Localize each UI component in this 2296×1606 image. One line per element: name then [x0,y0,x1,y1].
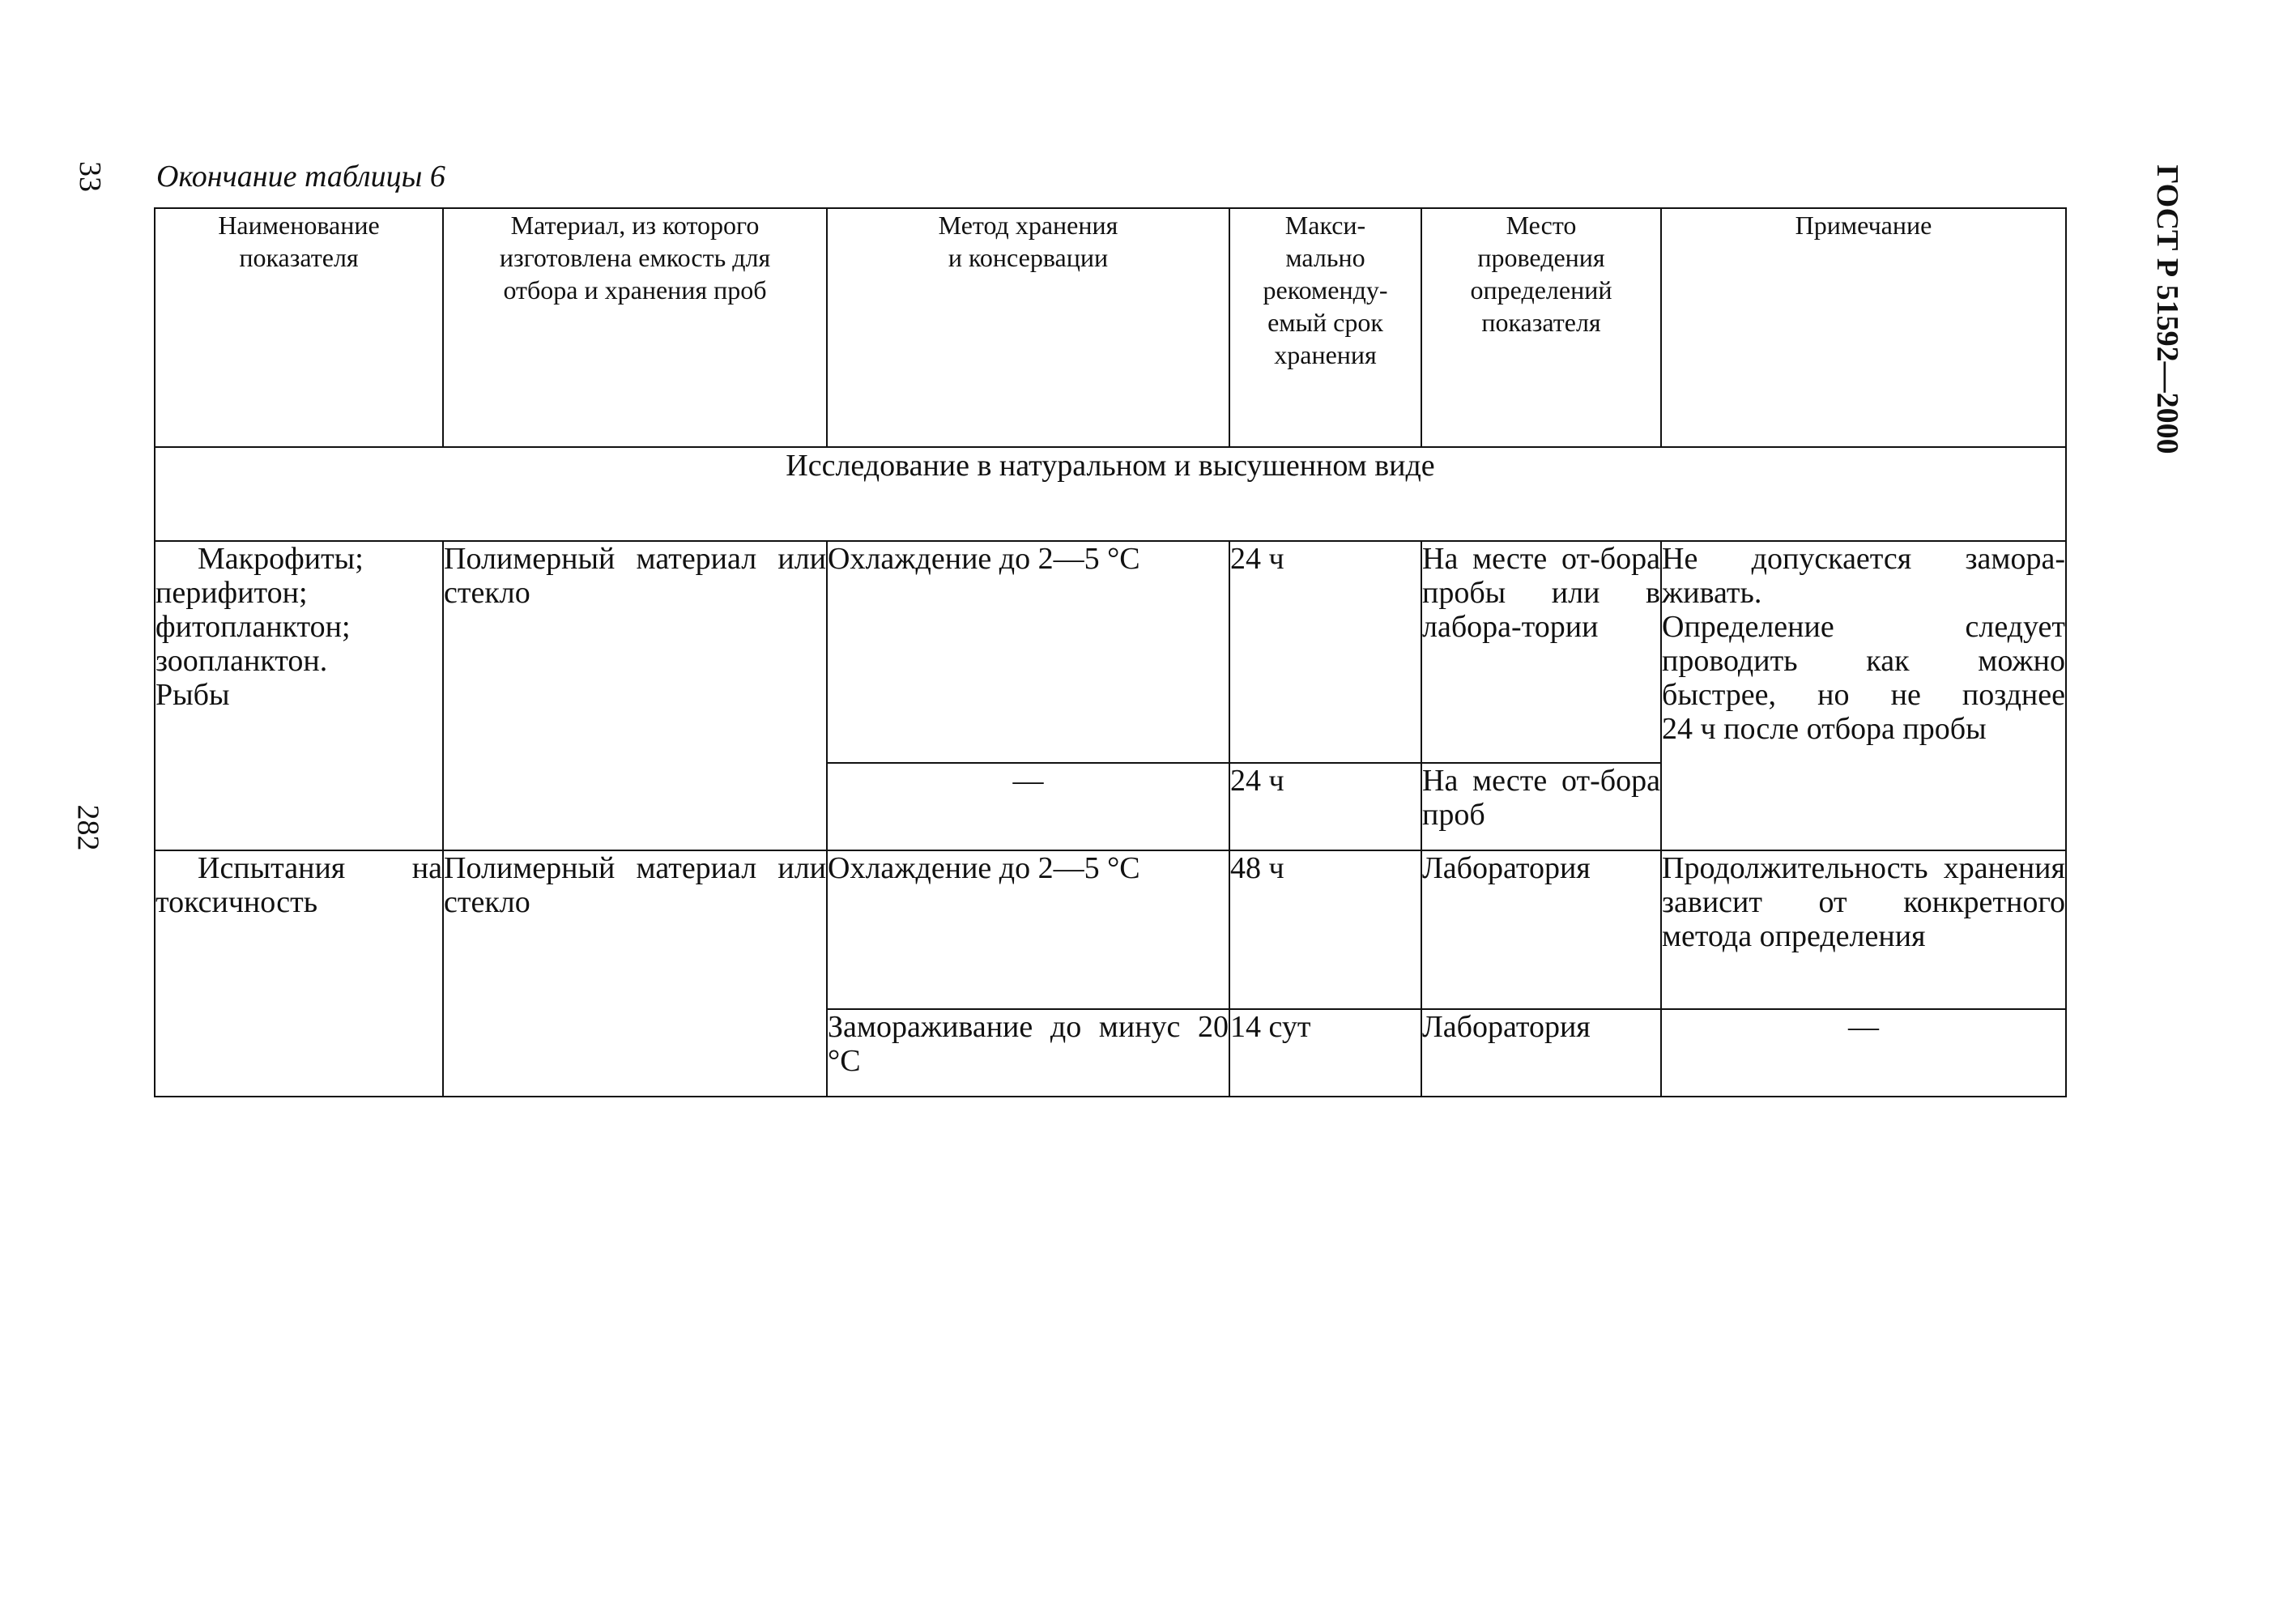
term-cell: 24 ч [1229,541,1421,763]
place-cell: Лаборатория [1421,850,1661,1009]
method-cell: Охлаждение до 2—5 °С [827,850,1229,1009]
header-note: Примечание [1661,208,2066,447]
page-number: 33 [73,161,107,192]
method-cell: Замораживание до минус 20 °С [827,1009,1229,1097]
header-max-storage-term: Макси- мально рекоменду- емый срок хранения [1229,208,1421,447]
place-cell: На месте от-бора проб [1421,763,1661,850]
table-row [155,850,2066,1009]
table-row [155,541,2066,763]
table-caption: Окончание таблицы 6 [156,160,445,194]
method-cell: Охлаждение до 2—5 °С [827,541,1229,763]
header-test-location: Место проведения определений показателя [1421,208,1661,447]
material-cell: Полимерный материал или стекло [443,850,827,1097]
note-cell: Не допускается замора- живать. Определение следует проводить как можно быстрее, но не позднее 24 ч после отбора пробы [1661,541,2066,850]
term-cell: 14 сут [1229,1009,1421,1097]
method-cell: — [827,763,1229,850]
table-header-row [155,208,2066,447]
standard-code: ГОСТ Р 51592—2000 [2150,164,2184,454]
place-cell: Лаборатория [1421,1009,1661,1097]
note-cell: — [1661,1009,2066,1097]
header-indicator-name: Наименование показателя [155,208,443,447]
storage-table [154,207,2067,1097]
material-cell: Полимерный материал или стекло [443,541,827,850]
term-cell: 48 ч [1229,850,1421,1009]
section-title: Исследование в натуральном и высушенном виде [155,447,2066,541]
header-storage-method: Метод хранения и консервации [827,208,1229,447]
term-cell: 24 ч [1229,763,1421,850]
indicator-name-cell: Испытания на токсичность [155,850,443,1097]
place-cell: На месте от-бора пробы или в лабора-тории [1421,541,1661,763]
section-row [155,447,2066,541]
document-page-number: 282 [70,804,105,851]
header-container-material: Материал, из которого изготовлена емкость для отбора и хранения проб [443,208,827,447]
note-cell: Продолжительность хранения зависит от конкретного метода определения [1661,850,2066,1009]
indicator-name-cell: Макрофиты; перифитон; фитопланктон; зоопланктон. Рыбы [155,541,443,850]
